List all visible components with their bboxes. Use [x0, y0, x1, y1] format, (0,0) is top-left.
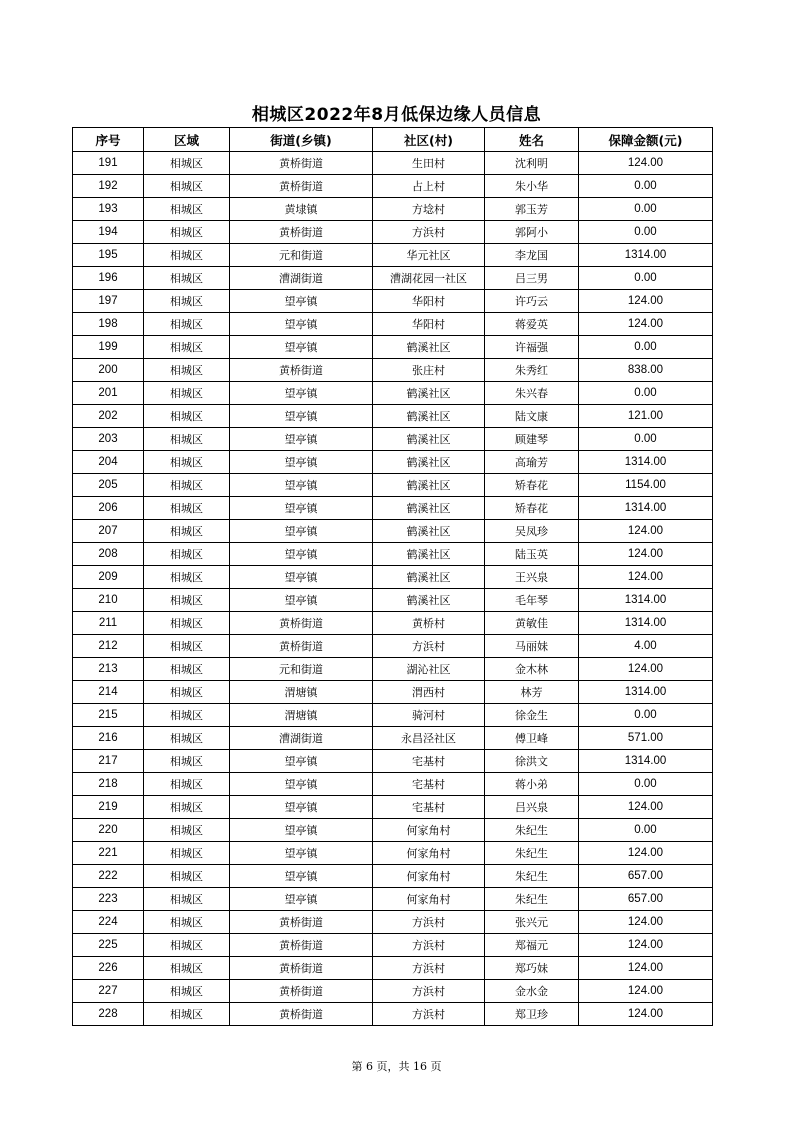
table-row: [73, 704, 713, 727]
cell-community: 鹤溪社区: [373, 543, 485, 566]
cell-name: 王兴泉: [485, 566, 579, 589]
table-row: [73, 382, 713, 405]
table-row: [73, 980, 713, 1003]
table-row: [73, 497, 713, 520]
cell-amount: 0.00: [579, 336, 713, 359]
cell-street: 望亭镇: [230, 497, 373, 520]
cell-amount: 124.00: [579, 566, 713, 589]
cell-name: 陆玉英: [485, 543, 579, 566]
cell-name: 林芳: [485, 681, 579, 704]
cell-name: 马丽妹: [485, 635, 579, 658]
cell-community: 骑河村: [373, 704, 485, 727]
table-row: [73, 911, 713, 934]
cell-name: 郑卫珍: [485, 1003, 579, 1026]
table-row: [73, 635, 713, 658]
table-row: [73, 267, 713, 290]
cell-street: 望亭镇: [230, 428, 373, 451]
cell-amount: 0.00: [579, 267, 713, 290]
cell-name: 朱纪生: [485, 842, 579, 865]
table-row: [73, 543, 713, 566]
cell-index: 212: [73, 635, 144, 658]
cell-street: 望亭镇: [230, 819, 373, 842]
cell-index: 194: [73, 221, 144, 244]
cell-community: 生田村: [373, 152, 485, 175]
cell-name: 许巧云: [485, 290, 579, 313]
cell-amount: 124.00: [579, 658, 713, 681]
cell-district: 相城区: [144, 727, 230, 750]
cell-amount: 571.00: [579, 727, 713, 750]
column-header-index: 序号: [73, 128, 144, 152]
cell-amount: 124.00: [579, 934, 713, 957]
cell-name: 吕三男: [485, 267, 579, 290]
cell-district: 相城区: [144, 750, 230, 773]
cell-community: 华阳村: [373, 290, 485, 313]
cell-index: 205: [73, 474, 144, 497]
table-row: [73, 934, 713, 957]
cell-street: 望亭镇: [230, 405, 373, 428]
table-row: [73, 773, 713, 796]
cell-name: 朱纪生: [485, 819, 579, 842]
cell-community: 湖沁社区: [373, 658, 485, 681]
cell-name: 张兴元: [485, 911, 579, 934]
cell-index: 210: [73, 589, 144, 612]
table-row: [73, 336, 713, 359]
table-row: [73, 175, 713, 198]
cell-amount: 1314.00: [579, 612, 713, 635]
cell-street: 望亭镇: [230, 313, 373, 336]
cell-street: 黄桥街道: [230, 957, 373, 980]
cell-district: 相城区: [144, 589, 230, 612]
cell-name: 蒋爱英: [485, 313, 579, 336]
cell-amount: 124.00: [579, 520, 713, 543]
cell-index: 227: [73, 980, 144, 1003]
cell-index: 228: [73, 1003, 144, 1026]
cell-index: 221: [73, 842, 144, 865]
cell-name: 高瑜芳: [485, 451, 579, 474]
cell-street: 望亭镇: [230, 382, 373, 405]
cell-amount: 124.00: [579, 911, 713, 934]
cell-community: 张庄村: [373, 359, 485, 382]
cell-amount: 121.00: [579, 405, 713, 428]
cell-index: 192: [73, 175, 144, 198]
cell-amount: 1314.00: [579, 497, 713, 520]
table-row: [73, 428, 713, 451]
cell-district: 相城区: [144, 497, 230, 520]
cell-name: 朱小华: [485, 175, 579, 198]
cell-name: 矫春花: [485, 474, 579, 497]
cell-district: 相城区: [144, 911, 230, 934]
cell-name: 朱秀红: [485, 359, 579, 382]
cell-amount: 657.00: [579, 865, 713, 888]
cell-amount: 0.00: [579, 175, 713, 198]
cell-name: 傅卫峰: [485, 727, 579, 750]
cell-name: 朱兴春: [485, 382, 579, 405]
cell-street: 望亭镇: [230, 888, 373, 911]
cell-index: 207: [73, 520, 144, 543]
cell-street: 渭塘镇: [230, 704, 373, 727]
cell-index: 224: [73, 911, 144, 934]
cell-name: 黄敏佳: [485, 612, 579, 635]
table-row: [73, 566, 713, 589]
cell-index: 197: [73, 290, 144, 313]
cell-district: 相城区: [144, 451, 230, 474]
cell-street: 元和街道: [230, 658, 373, 681]
cell-index: 198: [73, 313, 144, 336]
table-row: [73, 152, 713, 175]
cell-district: 相城区: [144, 681, 230, 704]
cell-index: 225: [73, 934, 144, 957]
cell-street: 黄桥街道: [230, 359, 373, 382]
cell-district: 相城区: [144, 635, 230, 658]
cell-street: 黄桥街道: [230, 635, 373, 658]
table-row: [73, 290, 713, 313]
table-row: [73, 198, 713, 221]
cell-community: 方浜村: [373, 980, 485, 1003]
cell-name: 蒋小弟: [485, 773, 579, 796]
cell-community: 鹤溪社区: [373, 520, 485, 543]
cell-community: 方埝村: [373, 198, 485, 221]
cell-name: 徐洪文: [485, 750, 579, 773]
cell-community: 何家角村: [373, 819, 485, 842]
cell-index: 223: [73, 888, 144, 911]
cell-community: 漕湖花园一社区: [373, 267, 485, 290]
table-row: [73, 474, 713, 497]
cell-index: 201: [73, 382, 144, 405]
cell-community: 方浜村: [373, 957, 485, 980]
cell-name: 沈利明: [485, 152, 579, 175]
cell-name: 朱纪生: [485, 865, 579, 888]
cell-index: 203: [73, 428, 144, 451]
table-row: [73, 819, 713, 842]
cell-amount: 0.00: [579, 382, 713, 405]
table-row: [73, 842, 713, 865]
recipients-table: [72, 127, 713, 1026]
table-row: [73, 888, 713, 911]
cell-community: 方浜村: [373, 221, 485, 244]
cell-district: 相城区: [144, 888, 230, 911]
cell-district: 相城区: [144, 520, 230, 543]
cell-index: 204: [73, 451, 144, 474]
cell-community: 占上村: [373, 175, 485, 198]
cell-street: 望亭镇: [230, 750, 373, 773]
cell-name: 李龙国: [485, 244, 579, 267]
cell-community: 鹤溪社区: [373, 451, 485, 474]
cell-street: 望亭镇: [230, 520, 373, 543]
cell-community: 何家角村: [373, 888, 485, 911]
cell-street: 黄桥街道: [230, 1003, 373, 1026]
cell-street: 黄桥街道: [230, 612, 373, 635]
cell-community: 方浜村: [373, 911, 485, 934]
cell-district: 相城区: [144, 244, 230, 267]
cell-street: 黄桥街道: [230, 152, 373, 175]
cell-street: 望亭镇: [230, 543, 373, 566]
cell-index: 200: [73, 359, 144, 382]
table-row: [73, 1003, 713, 1026]
cell-index: 202: [73, 405, 144, 428]
cell-name: 陆文康: [485, 405, 579, 428]
cell-community: 黄桥村: [373, 612, 485, 635]
cell-amount: 1314.00: [579, 244, 713, 267]
cell-district: 相城区: [144, 865, 230, 888]
table-header-row: [73, 128, 713, 152]
cell-index: 218: [73, 773, 144, 796]
table-row: [73, 451, 713, 474]
cell-community: 鹤溪社区: [373, 336, 485, 359]
cell-district: 相城区: [144, 336, 230, 359]
cell-community: 何家角村: [373, 842, 485, 865]
table-row: [73, 313, 713, 336]
cell-amount: 0.00: [579, 819, 713, 842]
table-row: [73, 658, 713, 681]
column-header-amount: 保障金额(元): [579, 128, 713, 152]
cell-amount: 124.00: [579, 842, 713, 865]
table-row: [73, 612, 713, 635]
table-row: [73, 727, 713, 750]
cell-index: 215: [73, 704, 144, 727]
cell-district: 相城区: [144, 428, 230, 451]
cell-index: 209: [73, 566, 144, 589]
cell-community: 方浜村: [373, 934, 485, 957]
cell-district: 相城区: [144, 152, 230, 175]
table-row: [73, 520, 713, 543]
cell-district: 相城区: [144, 704, 230, 727]
cell-amount: 0.00: [579, 704, 713, 727]
cell-street: 望亭镇: [230, 796, 373, 819]
cell-street: 黄埭镇: [230, 198, 373, 221]
page-footer: 第 6 页，共 16 页: [351, 1060, 442, 1073]
cell-index: 208: [73, 543, 144, 566]
cell-district: 相城区: [144, 474, 230, 497]
cell-street: 望亭镇: [230, 773, 373, 796]
cell-index: 217: [73, 750, 144, 773]
table-row: [73, 359, 713, 382]
cell-district: 相城区: [144, 543, 230, 566]
cell-district: 相城区: [144, 359, 230, 382]
cell-amount: 1314.00: [579, 750, 713, 773]
cell-amount: 124.00: [579, 796, 713, 819]
table-row: [73, 750, 713, 773]
cell-community: 华元社区: [373, 244, 485, 267]
document-title: 相城区2022年8月低保边缘人员信息: [251, 105, 542, 125]
cell-community: 鹤溪社区: [373, 428, 485, 451]
cell-amount: 124.00: [579, 543, 713, 566]
cell-amount: 1314.00: [579, 681, 713, 704]
table-body: [73, 152, 713, 1026]
cell-name: 矫春花: [485, 497, 579, 520]
cell-community: 宅基村: [373, 773, 485, 796]
cell-street: 望亭镇: [230, 865, 373, 888]
cell-amount: 0.00: [579, 221, 713, 244]
cell-district: 相城区: [144, 290, 230, 313]
cell-community: 宅基村: [373, 796, 485, 819]
cell-street: 黄桥街道: [230, 175, 373, 198]
cell-community: 方浜村: [373, 635, 485, 658]
table-row: [73, 221, 713, 244]
cell-district: 相城区: [144, 842, 230, 865]
cell-name: 吕兴泉: [485, 796, 579, 819]
cell-district: 相城区: [144, 796, 230, 819]
table-row: [73, 405, 713, 428]
cell-name: 金水金: [485, 980, 579, 1003]
cell-name: 郭玉芳: [485, 198, 579, 221]
cell-amount: 1314.00: [579, 451, 713, 474]
cell-amount: 1154.00: [579, 474, 713, 497]
cell-street: 黄桥街道: [230, 221, 373, 244]
table-row: [73, 244, 713, 267]
cell-community: 永昌泾社区: [373, 727, 485, 750]
cell-name: 朱纪生: [485, 888, 579, 911]
cell-amount: 124.00: [579, 290, 713, 313]
cell-index: 216: [73, 727, 144, 750]
cell-amount: 124.00: [579, 1003, 713, 1026]
cell-street: 望亭镇: [230, 336, 373, 359]
cell-community: 鹤溪社区: [373, 589, 485, 612]
cell-district: 相城区: [144, 1003, 230, 1026]
cell-index: 226: [73, 957, 144, 980]
cell-community: 鹤溪社区: [373, 405, 485, 428]
cell-district: 相城区: [144, 957, 230, 980]
cell-street: 漕湖街道: [230, 267, 373, 290]
cell-index: 214: [73, 681, 144, 704]
cell-index: 219: [73, 796, 144, 819]
cell-street: 元和街道: [230, 244, 373, 267]
cell-district: 相城区: [144, 658, 230, 681]
cell-street: 望亭镇: [230, 474, 373, 497]
cell-district: 相城区: [144, 198, 230, 221]
cell-index: 222: [73, 865, 144, 888]
cell-street: 望亭镇: [230, 290, 373, 313]
cell-name: 吴凤珍: [485, 520, 579, 543]
cell-name: 顾建琴: [485, 428, 579, 451]
cell-index: 211: [73, 612, 144, 635]
cell-community: 方浜村: [373, 1003, 485, 1026]
cell-community: 鹤溪社区: [373, 566, 485, 589]
cell-street: 望亭镇: [230, 842, 373, 865]
cell-index: 191: [73, 152, 144, 175]
cell-community: 鹤溪社区: [373, 382, 485, 405]
cell-index: 199: [73, 336, 144, 359]
cell-amount: 1314.00: [579, 589, 713, 612]
cell-district: 相城区: [144, 267, 230, 290]
cell-district: 相城区: [144, 819, 230, 842]
cell-street: 黄桥街道: [230, 911, 373, 934]
cell-street: 漕湖街道: [230, 727, 373, 750]
cell-district: 相城区: [144, 934, 230, 957]
cell-community: 何家角村: [373, 865, 485, 888]
cell-name: 郑巧妹: [485, 957, 579, 980]
cell-district: 相城区: [144, 313, 230, 336]
table-row: [73, 681, 713, 704]
table-row: [73, 957, 713, 980]
cell-amount: 124.00: [579, 313, 713, 336]
column-header-district: 区域: [144, 128, 230, 152]
cell-amount: 838.00: [579, 359, 713, 382]
cell-community: 鹤溪社区: [373, 497, 485, 520]
cell-street: 黄桥街道: [230, 934, 373, 957]
cell-name: 金木林: [485, 658, 579, 681]
cell-district: 相城区: [144, 612, 230, 635]
cell-community: 鹤溪社区: [373, 474, 485, 497]
cell-amount: 4.00: [579, 635, 713, 658]
cell-index: 195: [73, 244, 144, 267]
cell-street: 黄桥街道: [230, 980, 373, 1003]
cell-amount: 0.00: [579, 428, 713, 451]
cell-name: 郭阿小: [485, 221, 579, 244]
cell-amount: 124.00: [579, 957, 713, 980]
cell-amount: 0.00: [579, 773, 713, 796]
cell-district: 相城区: [144, 175, 230, 198]
cell-district: 相城区: [144, 773, 230, 796]
cell-district: 相城区: [144, 405, 230, 428]
cell-amount: 124.00: [579, 152, 713, 175]
cell-name: 许福强: [485, 336, 579, 359]
cell-index: 193: [73, 198, 144, 221]
column-header-community: 社区(村): [373, 128, 485, 152]
cell-street: 望亭镇: [230, 451, 373, 474]
cell-district: 相城区: [144, 980, 230, 1003]
cell-community: 宅基村: [373, 750, 485, 773]
cell-index: 213: [73, 658, 144, 681]
cell-name: 郑福元: [485, 934, 579, 957]
cell-name: 徐金生: [485, 704, 579, 727]
cell-amount: 124.00: [579, 980, 713, 1003]
cell-district: 相城区: [144, 566, 230, 589]
cell-index: 220: [73, 819, 144, 842]
cell-community: 华阳村: [373, 313, 485, 336]
cell-street: 望亭镇: [230, 566, 373, 589]
column-header-name: 姓名: [485, 128, 579, 152]
cell-amount: 657.00: [579, 888, 713, 911]
table-row: [73, 589, 713, 612]
cell-district: 相城区: [144, 382, 230, 405]
cell-amount: 0.00: [579, 198, 713, 221]
cell-index: 206: [73, 497, 144, 520]
cell-district: 相城区: [144, 221, 230, 244]
cell-name: 毛年琴: [485, 589, 579, 612]
cell-street: 望亭镇: [230, 589, 373, 612]
table-row: [73, 796, 713, 819]
cell-community: 渭西村: [373, 681, 485, 704]
column-header-street: 街道(乡镇): [230, 128, 373, 152]
table-row: [73, 865, 713, 888]
cell-street: 渭塘镇: [230, 681, 373, 704]
cell-index: 196: [73, 267, 144, 290]
